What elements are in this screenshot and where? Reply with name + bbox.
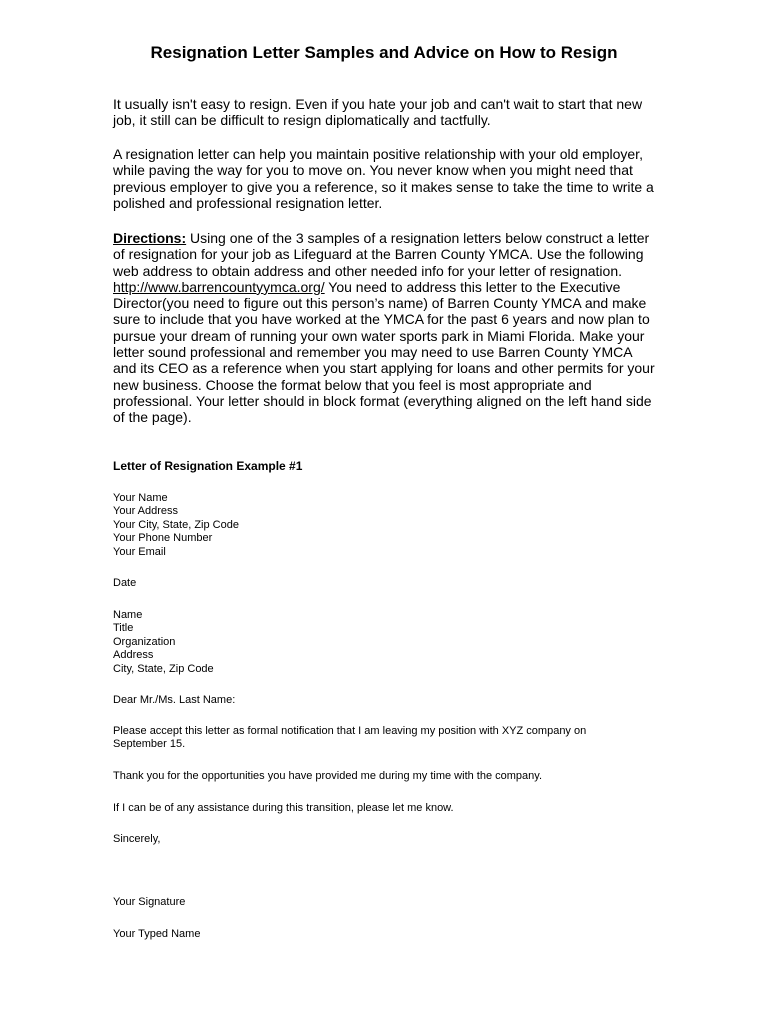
directions-paragraph [113,230,658,426]
explanation-paragraph: A resignation letter can help you maintain positive relationship with your old employer, while paving the way for you to move on. You never know when you might need that previous employer to give you a reference, so it makes sense to take the time to write a polished and professional resignation letter. [113,146,654,211]
sender-block [113,492,633,559]
document-title: Resignation Letter Samples and Advice on How to Resign [150,43,618,62]
letter-signature: Your Signature [113,896,186,908]
example-heading: Letter of Resignation Example #1 [113,459,303,473]
intro-paragraph: It usually isn't easy to resign. Even if you hate your job and can't wait to start that new job, it still can be difficult to resign diplomatically and tactfully. [113,96,643,129]
directions-text-before-link: Using one of the 3 samples of a resignation letters below construct a letter of resignation for your job as Lifeguard at the Barren County YMCA. Use the following web address to obtain address and other needed info for your letter of resignation. [113,230,650,279]
directions-text-after-link: You need to address this letter to the Executive Director(you need to figure out this person’s name) of Barren County YMCA and make sure to include that you have worked at the YMCA for the past 6 years and now plan to pursue your dream of running your own water sports park in Miami Florida. Make your letter sound professional and remember you may need to use Barren County YMCA and its CEO as a reference when you start applying for loans and other permits for your new business. Choose the format below that you feel is most appropriate and professional. Your letter should in block format (everything aligned on the left hand side of the page). [113,278,655,426]
letter-date: Date [113,577,137,589]
sender-address: Your Address [113,505,179,518]
ymca-website-link[interactable]: http://www.barrencountyymca.org/ [113,278,325,295]
recipient-block [113,609,633,676]
letter-body-paragraph: Please accept this letter as formal notification that I am leaving my position with XYZ company on September 15. [113,725,587,751]
sender-name: Your Name [113,492,168,504]
letter-greeting: Dear Mr./Ms. Last Name: [113,694,236,706]
recipient-address: Address [113,649,154,662]
letter-body-paragraph: If I can be of any assistance during this transition, please let me know. [113,802,454,814]
recipient-organization: Organization [113,635,176,648]
recipient-city-state-zip: City, State, Zip Code [113,662,214,675]
letter-body-paragraph: Thank you for the opportunities you have provided me during my time with the company. [113,770,543,782]
letter-typed-name: Your Typed Name [113,928,201,940]
recipient-title: Title [113,622,134,635]
sender-city-state-zip: Your City, State, Zip Code [113,518,239,531]
letter-closing: Sincerely, [113,833,161,845]
directions-label: Directions: [113,230,187,246]
sender-email: Your Email [113,545,166,558]
sender-phone: Your Phone Number [113,532,213,545]
recipient-name: Name [113,609,143,621]
